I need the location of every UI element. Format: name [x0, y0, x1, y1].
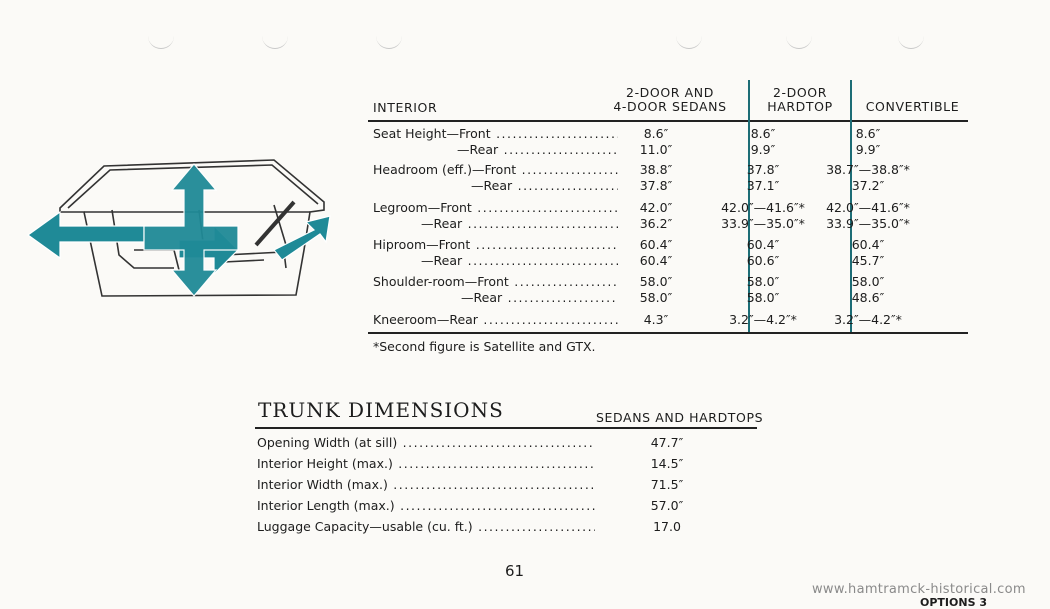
header-rule [368, 120, 968, 122]
row-label: —Rear ..... [457, 142, 618, 157]
table-row [373, 216, 973, 234]
trunk-label: Opening Width (at sill) ..... [257, 435, 595, 450]
row-label: —Rear ..... [471, 178, 618, 193]
row-value: 58.0″ [746, 274, 780, 289]
trunk-value: 57.0″ [650, 498, 684, 513]
col-convertible: CONVERTIBLE [865, 99, 960, 114]
row-value: 37.8″ [639, 178, 673, 193]
trunk-row [257, 498, 757, 518]
row-value: 60.4″ [639, 237, 673, 252]
trunk-value: 47.7″ [650, 435, 684, 450]
row-value: 9.9″ [855, 142, 881, 157]
row-value: 60.6″ [746, 253, 780, 268]
table-row [373, 142, 973, 160]
row-value: 45.7″ [851, 253, 885, 268]
row-label: Legroom—Front ..... [373, 200, 618, 215]
row-value: 60.4″ [851, 237, 885, 252]
trunk-label: Luggage Capacity—usable (cu. ft.) ..... [257, 519, 595, 534]
trunk-rule [255, 427, 757, 429]
col-sedans: 2-DOOR AND 4-DOOR SEDANS [613, 85, 727, 114]
trunk-column: SEDANS AND HARDTOPS [596, 410, 764, 425]
row-value: 11.0″ [639, 142, 673, 157]
row-value: 8.6″ [855, 126, 881, 141]
row-value: 42.0″ [639, 200, 673, 215]
row-value: 36.2″ [639, 216, 673, 231]
row-value: 58.0″ [639, 290, 673, 305]
row-value: 33.9″—35.0″* [721, 216, 805, 231]
row-label: —Rear ..... [461, 290, 618, 305]
row-value: 3.2″—4.2″* [834, 312, 902, 327]
dimension-arrows [28, 164, 330, 296]
row-value: 33.9″—35.0″* [826, 216, 910, 231]
row-label: Headroom (eff.)—Front ..... [373, 162, 618, 177]
row-value: 42.0″—41.6″* [826, 200, 910, 215]
row-label: —Rear ..... [421, 216, 618, 231]
row-value: 8.6″ [643, 126, 669, 141]
trunk-row [257, 435, 757, 455]
trunk-row [257, 519, 757, 539]
trunk-label: Interior Height (max.) ..... [257, 456, 595, 471]
trunk-row [257, 477, 757, 497]
row-value: 60.4″ [639, 253, 673, 268]
row-value: 37.8″ [746, 162, 780, 177]
bottom-text: OPTIONS 3 [920, 596, 987, 609]
row-value: 4.3″ [643, 312, 669, 327]
trunk-row [257, 456, 757, 476]
watermark: www.hamtramck-historical.com [812, 582, 1026, 597]
trunk-label: Interior Width (max.) ..... [257, 477, 595, 492]
trunk-value: 17.0 [653, 519, 681, 534]
row-value: 42.0″—41.6″* [721, 200, 805, 215]
row-value: 3.2″—4.2″* [729, 312, 797, 327]
row-label: —Rear ..... [421, 253, 618, 268]
table-row [373, 312, 973, 330]
footer-rule [368, 332, 968, 334]
table-row [373, 253, 973, 271]
row-value: 38.7″—38.8″* [826, 162, 910, 177]
row-label: Shoulder-room—Front ..... [373, 274, 618, 289]
row-value: 60.4″ [746, 237, 780, 252]
row-value: 8.6″ [750, 126, 776, 141]
car-interior-illustration [24, 150, 344, 300]
trunk-value: 71.5″ [650, 477, 684, 492]
row-value: 58.0″ [851, 274, 885, 289]
row-value: 37.1″ [746, 178, 780, 193]
row-label: Seat Height—Front ..... [373, 126, 618, 141]
row-value: 48.6″ [851, 290, 885, 305]
row-label: Kneeroom—Rear ..... [373, 312, 618, 327]
row-value: 9.9″ [750, 142, 776, 157]
page-number: 61 [505, 562, 525, 580]
row-value: 38.8″ [639, 162, 673, 177]
col-hardtop: 2-DOOR HARDTOP [767, 85, 833, 114]
row-value: 37.2″ [851, 178, 885, 193]
row-label: Hiproom—Front ..... [373, 237, 618, 252]
table-row [373, 178, 973, 196]
trunk-title: TRUNK DIMENSIONS [258, 398, 504, 422]
row-value: 58.0″ [639, 274, 673, 289]
interior-title: INTERIOR [373, 100, 438, 115]
row-value: 58.0″ [746, 290, 780, 305]
trunk-label: Interior Length (max.) ..... [257, 498, 595, 513]
table-row [373, 290, 973, 308]
trunk-value: 14.5″ [650, 456, 684, 471]
footnote: *Second figure is Satellite and GTX. [373, 339, 596, 354]
